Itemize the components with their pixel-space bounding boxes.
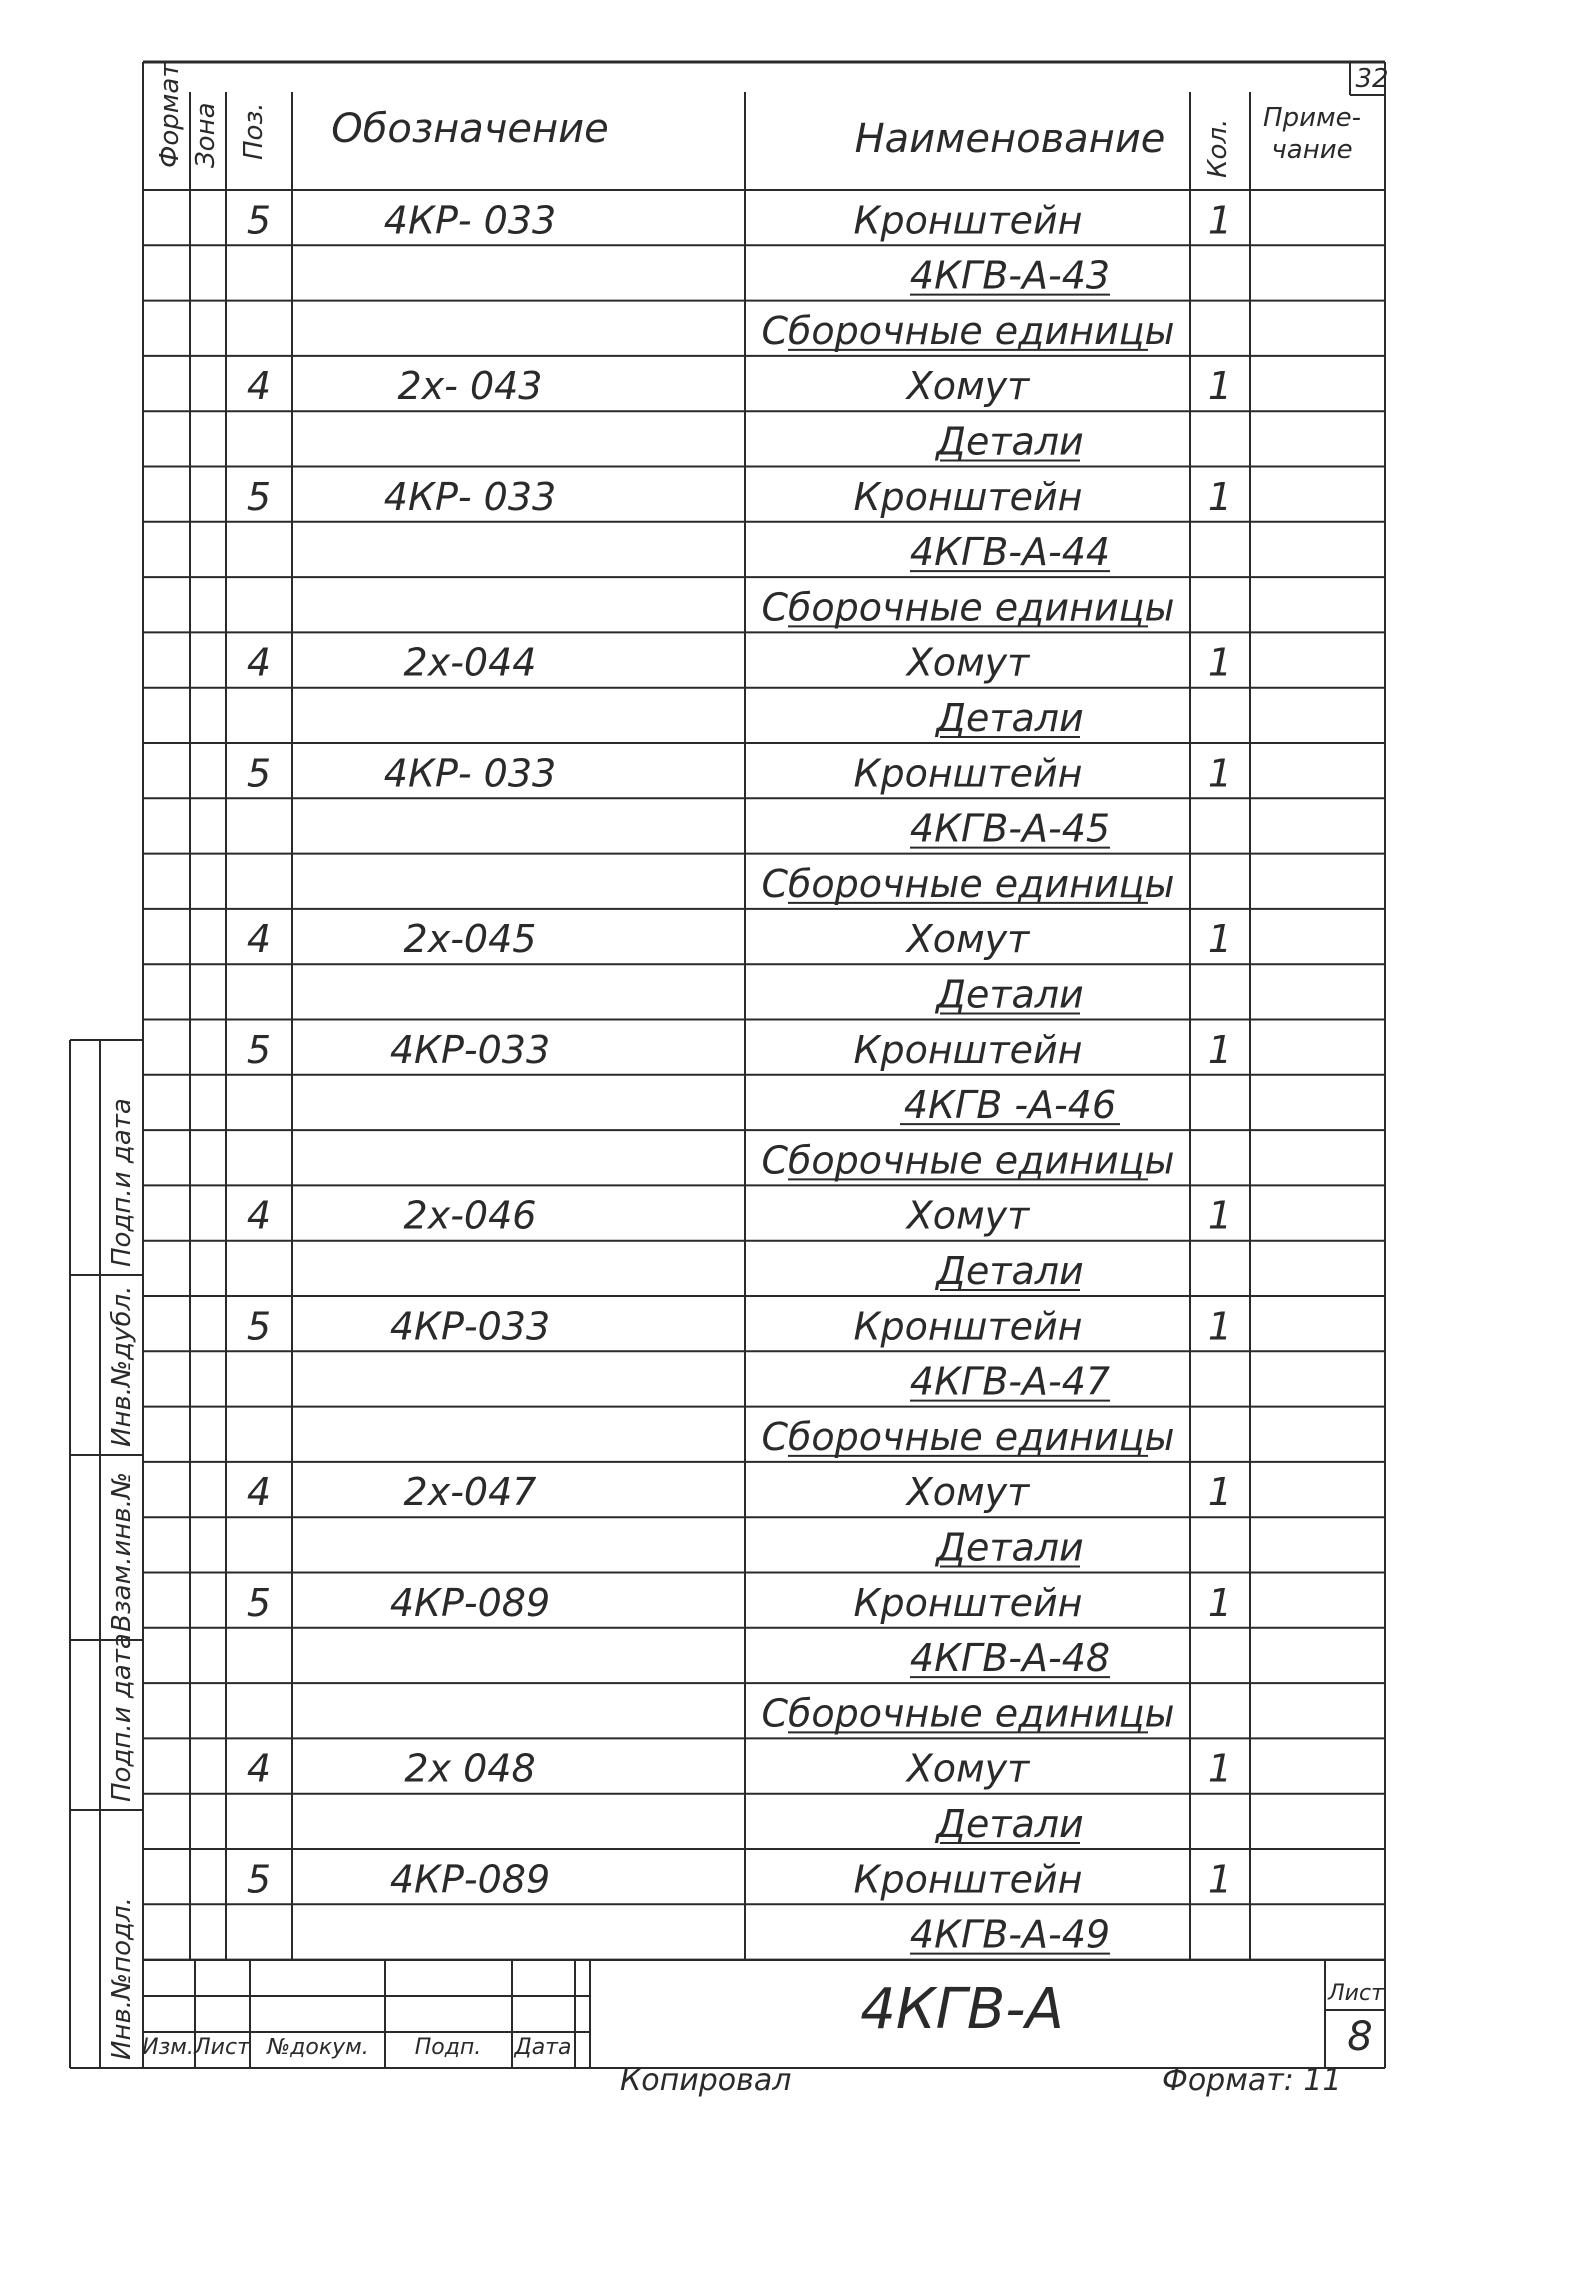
row-pos: 4 [246, 917, 272, 962]
row-designation: 4КР-089 [389, 1580, 551, 1625]
side-labels [70, 1040, 143, 2068]
row-name: Хомут [906, 917, 1030, 962]
table-row [247, 1304, 1232, 1348]
document-code: 4КГВ-А [860, 1977, 1064, 2042]
table-row [247, 1470, 1232, 1514]
row-name: Хомут [906, 1470, 1030, 1515]
side-label: Подп.и дата [107, 1098, 137, 1267]
row-qty: 1 [1207, 917, 1233, 962]
row-designation: 2х-046 [403, 1193, 537, 1238]
row-designation: 2х 048 [404, 1746, 536, 1791]
row-designation: 4КР- 033 [383, 474, 557, 519]
table-row [247, 917, 1232, 961]
table-row [934, 696, 1083, 740]
table-row [910, 1360, 1110, 1404]
table-row [761, 1138, 1174, 1182]
table-row [910, 1913, 1110, 1957]
row-designation: 4КР- 033 [383, 751, 557, 796]
row-name: Кронштейн [853, 751, 1083, 796]
table-row [761, 1691, 1174, 1735]
stamp-sheet-value: 8 [1347, 2014, 1373, 2060]
row-qty: 1 [1207, 474, 1233, 519]
row-pos: 5 [246, 1580, 272, 1625]
row-qty: 1 [1207, 1470, 1233, 1515]
row-name: Сборочные единицы [761, 861, 1175, 906]
table-row [247, 1028, 1232, 1072]
table-row [900, 1083, 1120, 1127]
table-row [247, 1857, 1232, 1901]
row-designation: 4КР-089 [389, 1857, 551, 1902]
table-row [910, 254, 1110, 298]
table-row [934, 420, 1083, 464]
header-zone: Зона [191, 102, 221, 168]
table-frame [143, 62, 1385, 2068]
row-designation: 4КР- 033 [383, 198, 557, 243]
row-pos: 5 [246, 751, 272, 796]
table-row [761, 309, 1174, 353]
table-row [247, 1747, 1232, 1791]
row-pos: 5 [246, 198, 272, 243]
row-designation: 2х- 043 [397, 364, 543, 409]
row-name: Кронштейн [853, 198, 1083, 243]
row-qty: 1 [1207, 1193, 1233, 1238]
row-name: Кронштейн [853, 1857, 1083, 1902]
row-pos: 5 [246, 1857, 272, 1902]
row-name: 4КГВ-А-49 [909, 1912, 1111, 1957]
row-name: Детали [936, 1802, 1084, 1846]
table-row [247, 641, 1232, 685]
header-name: Наименование [854, 116, 1166, 162]
table-row [910, 807, 1110, 851]
stamp-signature-label: Подп. [414, 2035, 482, 2060]
row-name: Кронштейн [853, 1027, 1083, 1072]
row-designation: 2х-047 [403, 1470, 537, 1515]
table-row [247, 364, 1232, 408]
table-row [761, 585, 1174, 629]
row-qty: 1 [1207, 198, 1233, 243]
table-row [247, 198, 1232, 242]
table-row [910, 530, 1110, 574]
row-name: 4КГВ -А-46 [903, 1083, 1117, 1128]
row-name: Хомут [906, 640, 1030, 685]
row-name: Хомут [906, 1746, 1030, 1791]
table-row [761, 862, 1174, 906]
row-qty: 1 [1207, 640, 1233, 685]
row-name: 4КГВ-А-43 [909, 253, 1111, 298]
header-pos: Поз. [239, 102, 269, 160]
row-name: 4КГВ-А-48 [909, 1636, 1111, 1681]
header-note-line1: Приме- [1263, 103, 1361, 133]
row-name: Детали [936, 419, 1084, 464]
row-pos: 4 [246, 1746, 272, 1791]
row-pos: 5 [246, 1027, 272, 1072]
table-row [934, 1802, 1083, 1846]
row-designation: 4КР-033 [389, 1027, 551, 1072]
stamp-izm-label: Изм. [142, 2035, 194, 2060]
row-name: Детали [936, 1525, 1084, 1570]
stamp-docno-label: №докум. [267, 2035, 369, 2060]
row-qty: 1 [1207, 751, 1233, 796]
table-row [247, 475, 1232, 519]
header-note-line2: чание [1271, 135, 1353, 165]
row-name: Сборочные единицы [761, 1138, 1175, 1183]
specification-rows [143, 198, 1385, 1959]
row-name: 4КГВ-А-45 [909, 806, 1111, 851]
row-pos: 5 [246, 474, 272, 519]
row-name: Кронштейн [853, 1580, 1083, 1625]
row-name: Сборочные единицы [761, 1414, 1175, 1459]
sheet-number: 32 [1355, 64, 1389, 94]
row-qty: 1 [1207, 1304, 1233, 1349]
row-name: Детали [936, 696, 1084, 740]
row-pos: 5 [246, 1304, 272, 1349]
table-row [247, 751, 1232, 795]
row-designation: 2х-044 [403, 640, 537, 685]
header-format: Формат [155, 62, 185, 168]
row-name: Кронштейн [853, 1304, 1083, 1349]
footer-format: Формат: 11 [1162, 2063, 1342, 2098]
row-name: Детали [936, 972, 1084, 1017]
side-label: Взам.инв.№ [107, 1472, 137, 1632]
table-row [934, 1526, 1083, 1570]
row-qty: 1 [1207, 1857, 1233, 1902]
row-name: 4КГВ-А-47 [909, 1359, 1111, 1404]
row-name: Хомут [906, 364, 1030, 409]
table-row [247, 1581, 1232, 1625]
stamp-date-label: Дата [514, 2035, 572, 2060]
footer-copied: Копировал [620, 2063, 792, 2098]
row-pos: 4 [246, 1470, 272, 1515]
stamp-list-label: Лист [194, 2035, 250, 2060]
table-row [761, 1415, 1174, 1459]
row-name: Сборочные единицы [761, 585, 1175, 630]
side-label: Инв.№подл. [107, 1897, 137, 2060]
row-qty: 1 [1207, 1746, 1233, 1791]
row-name: Сборочные единицы [761, 308, 1175, 353]
side-label: Подп.и дата [107, 1633, 137, 1802]
stamp-sheet-label: Лист [1328, 1981, 1384, 2006]
row-pos: 4 [246, 1193, 272, 1238]
row-name: Хомут [906, 1193, 1030, 1238]
row-designation: 4КР-033 [389, 1304, 551, 1349]
row-designation: 2х-045 [403, 917, 537, 962]
row-pos: 4 [246, 640, 272, 685]
table-row [910, 1636, 1110, 1680]
row-name: Сборочные единицы [761, 1691, 1175, 1736]
header-qty: Кол. [1203, 118, 1233, 178]
side-label: Инв.№дубл. [107, 1285, 137, 1447]
row-name: Кронштейн [853, 474, 1083, 519]
row-qty: 1 [1207, 1580, 1233, 1625]
row-pos: 4 [246, 364, 272, 409]
table-row [934, 973, 1083, 1017]
table-row [247, 1194, 1232, 1238]
table-row [934, 1249, 1083, 1293]
header-designation: Обозначение [331, 106, 609, 152]
row-name: 4КГВ-А-44 [909, 530, 1111, 575]
row-qty: 1 [1207, 364, 1233, 409]
row-qty: 1 [1207, 1027, 1233, 1072]
row-name: Детали [936, 1249, 1084, 1293]
